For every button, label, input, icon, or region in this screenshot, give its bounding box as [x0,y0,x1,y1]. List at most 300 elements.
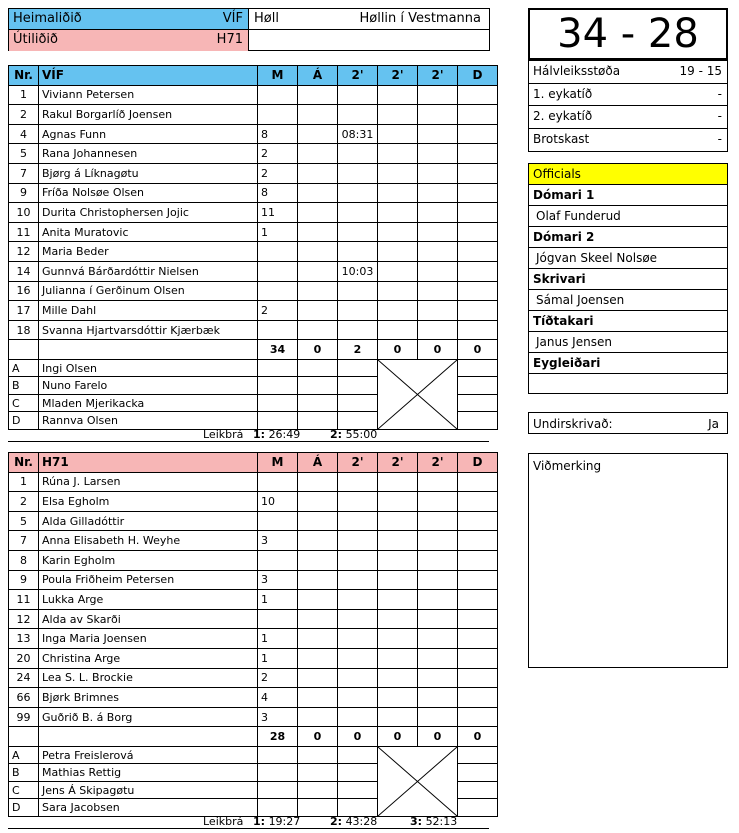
stat-d [458,492,498,512]
stat-t1: 10:03 [338,261,378,281]
stat-m: 8 [258,183,298,203]
stat-t3 [418,629,458,649]
home-team-name: VÍF [222,11,243,26]
player-name: Christina Arge [39,648,258,668]
stat-t1 [338,281,378,301]
player-number: 66 [9,688,39,708]
stat-t3 [418,222,458,242]
timeout-number: 1: [253,428,266,441]
venue-label: Høll [254,11,279,26]
stat-d [458,590,498,610]
totals-row [9,340,498,360]
remarks-box [528,453,728,668]
staff-code: B [9,764,39,782]
stat-a [298,124,338,144]
stat-t3 [418,163,458,183]
stat-d [458,609,498,629]
player-number: 9 [9,570,39,590]
stat-t2 [378,183,418,203]
col-header: 2' [418,66,458,86]
player-number: 99 [9,707,39,727]
stat-a [298,85,338,105]
player-name: Anna Elisabeth H. Weyhe [39,531,258,551]
stat-t2 [378,492,418,512]
player-number: 12 [9,609,39,629]
player-name: Fríða Nolsøe Olsen [39,183,258,203]
total-t3: 0 [418,340,458,360]
staff-2min [338,764,378,782]
stat-t2 [378,203,418,223]
stat-t1 [338,183,378,203]
total-m: 28 [258,727,298,747]
stat-a [298,492,338,512]
home-label: Heimaliðið [13,11,82,26]
stat-a [298,203,338,223]
staff-2min [338,359,378,377]
timeout-number: 1: [253,815,266,828]
period-label: 1. eykatíð [533,86,593,101]
stat-t2 [378,570,418,590]
staff-d [458,746,498,764]
staff-2min [338,746,378,764]
cross-mark-icon [378,360,457,429]
player-number: 11 [9,222,39,242]
stat-d [458,570,498,590]
stat-t2 [378,242,418,262]
staff-a [298,377,338,395]
stat-t1 [338,590,378,610]
player-row [9,144,498,164]
stat-m: 1 [258,629,298,649]
stat-m [258,85,298,105]
timeout-time: 55:00 [345,428,378,441]
player-row [9,648,498,668]
official-name: Sámal Joensen [529,290,727,311]
stat-t1: 08:31 [338,124,378,144]
stat-d [458,550,498,570]
total-t3: 0 [418,727,458,747]
player-row [9,242,498,262]
staff-cross-cell [378,746,458,816]
staff-code: D [9,412,39,430]
period-value: - [717,109,722,123]
player-row [9,707,498,727]
stat-a [298,511,338,531]
player-row [9,85,498,105]
stat-t2 [378,301,418,321]
stat-t3 [418,511,458,531]
timeout-number: 3: [410,815,423,828]
team-name-header: H71 [39,453,258,473]
timeout-item [253,815,300,828]
player-number: 13 [9,629,39,649]
player-name: Karin Egholm [39,550,258,570]
official-name [529,374,727,395]
stat-t3 [418,105,458,125]
stat-d [458,301,498,321]
stat-t3 [418,242,458,262]
staff-d [458,359,498,377]
stat-d [458,629,498,649]
stat-t2 [378,105,418,125]
stat-a [298,550,338,570]
stat-t2 [378,144,418,164]
stat-m: 2 [258,668,298,688]
player-number: 2 [9,105,39,125]
stat-d [458,688,498,708]
stat-m: 1 [258,222,298,242]
stat-t3 [418,668,458,688]
stat-m [258,320,298,340]
player-row [9,261,498,281]
home-team-table [8,65,489,430]
stat-m [258,242,298,262]
timeout-number: 2: [330,815,343,828]
stat-t3 [418,707,458,727]
stat-d [458,261,498,281]
stat-a [298,590,338,610]
player-name: Svanna Hjartvarsdóttir Kjærbæk [39,320,258,340]
stat-t1 [338,492,378,512]
player-name: Lukka Arge [39,590,258,610]
timeout-time: 43:28 [345,815,378,828]
stat-t2 [378,163,418,183]
stat-t3 [418,320,458,340]
stat-a [298,105,338,125]
player-row [9,492,498,512]
stat-t2 [378,320,418,340]
staff-2min [338,799,378,817]
stat-d [458,85,498,105]
player-row [9,570,498,590]
totals-blank [9,727,39,747]
player-number: 7 [9,163,39,183]
player-row [9,629,498,649]
home-team-box [9,9,249,29]
col-header: 2' [378,66,418,86]
player-name: Rakul Borgarlíð Joensen [39,105,258,125]
stat-t1 [338,629,378,649]
player-name: Gunnvá Bárðardóttir Nielsen [39,261,258,281]
total-t2: 0 [378,340,418,360]
stat-m [258,511,298,531]
stat-a [298,301,338,321]
timeout-number: 2: [330,428,343,441]
stat-d [458,242,498,262]
staff-code: D [9,799,39,817]
player-number: 17 [9,301,39,321]
stat-t2 [378,261,418,281]
timeout-item [330,428,377,441]
period-row [529,106,727,129]
team-table [8,452,498,817]
stat-m [258,472,298,492]
timeout-item [330,815,377,828]
player-number: 11 [9,590,39,610]
stat-t3 [418,124,458,144]
staff-2min [338,781,378,799]
staff-m [258,359,298,377]
official-role: Tíðtakari [529,311,727,332]
away-team-name: H71 [216,32,243,47]
venue-box [250,9,489,29]
col-header: M [258,453,298,473]
player-name: Guðrið B. á Borg [39,707,258,727]
player-name: Elsa Egholm [39,492,258,512]
stat-t1 [338,301,378,321]
player-number: 4 [9,124,39,144]
staff-d [458,377,498,395]
player-number: 10 [9,203,39,223]
stat-t1 [338,472,378,492]
col-header-nr: Nr. [9,66,39,86]
stat-a [298,688,338,708]
col-header: D [458,453,498,473]
stat-m: 1 [258,590,298,610]
staff-m [258,781,298,799]
stat-t3 [418,472,458,492]
stat-t2 [378,222,418,242]
official-name: Janus Jensen [529,332,727,353]
stat-t1 [338,163,378,183]
player-row [9,124,498,144]
player-row [9,531,498,551]
stat-d [458,105,498,125]
stat-d [458,124,498,144]
official-role: Dómari 1 [529,185,727,206]
staff-a [298,394,338,412]
player-name: Lea S. L. Brockie [39,668,258,688]
stat-t1 [338,688,378,708]
period-label: Brotskast [533,131,590,146]
player-row [9,320,498,340]
stat-a [298,183,338,203]
staff-a [298,746,338,764]
player-row [9,203,498,223]
player-row [9,222,498,242]
stat-a [298,222,338,242]
stat-t3 [418,531,458,551]
venue-name: Høllin í Vestmanna [359,11,481,26]
timeout-item [410,815,457,828]
stat-t3 [418,550,458,570]
col-header: 2' [418,453,458,473]
player-name: Alda av Skarði [39,609,258,629]
stat-t1 [338,144,378,164]
stat-d [458,531,498,551]
player-name: Inga Maria Joensen [39,629,258,649]
col-header: 2' [338,66,378,86]
period-value: - [717,86,722,101]
staff-code: B [9,377,39,395]
official-name: Jógvan Skeel Nolsøe [529,248,727,269]
stat-m: 3 [258,570,298,590]
total-t1: 2 [338,340,378,360]
player-name: Durita Christophersen Jojic [39,203,258,223]
stat-t2 [378,124,418,144]
staff-name: Ingi Olsen [39,359,258,377]
stat-a [298,320,338,340]
player-row [9,105,498,125]
staff-d [458,764,498,782]
stat-m: 2 [258,301,298,321]
player-name: Poula Friðheim Petersen [39,570,258,590]
staff-name: Rannva Olsen [39,412,258,430]
player-row [9,301,498,321]
player-name: Rúna J. Larsen [39,472,258,492]
staff-code: A [9,746,39,764]
total-d: 0 [458,340,498,360]
player-row [9,511,498,531]
stat-t3 [418,492,458,512]
period-value: - [717,131,722,146]
stat-d [458,511,498,531]
player-row [9,688,498,708]
stat-t3 [418,85,458,105]
player-row [9,668,498,688]
stat-d [458,648,498,668]
stat-t2 [378,590,418,610]
stat-d [458,163,498,183]
stat-t3 [418,590,458,610]
timeout-item [253,428,300,441]
col-header: Á [298,66,338,86]
away-team-row [9,30,489,51]
stat-t1 [338,105,378,125]
period-label: Hálvleiksstøða [533,64,621,78]
stat-d [458,203,498,223]
stat-t2 [378,707,418,727]
stat-t1 [338,570,378,590]
player-row [9,550,498,570]
staff-row [9,746,498,764]
stat-m [258,281,298,301]
player-row [9,183,498,203]
team-table [8,65,498,430]
player-row [9,163,498,183]
stat-t2 [378,629,418,649]
stat-t3 [418,203,458,223]
signature-label: Undirskrivað: [533,417,613,431]
stat-d [458,144,498,164]
player-number: 5 [9,144,39,164]
staff-name: Mladen Mjerikacka [39,394,258,412]
total-t1: 0 [338,727,378,747]
timeout-time: 52:13 [425,815,458,828]
timeout-label: Leikbrá [203,815,244,828]
player-number: 18 [9,320,39,340]
total-m: 34 [258,340,298,360]
stat-a [298,531,338,551]
stat-a [298,281,338,301]
player-number: 14 [9,261,39,281]
staff-code: A [9,359,39,377]
stat-m: 3 [258,707,298,727]
player-number: 9 [9,183,39,203]
period-value: 19 - 15 [679,64,722,78]
stat-a [298,570,338,590]
stat-a [298,609,338,629]
official-role: Eygleiðari [529,353,727,374]
stat-t1 [338,668,378,688]
stat-t1 [338,320,378,340]
player-row [9,281,498,301]
table-header-row [9,66,498,86]
staff-name: Sara Jacobsen [39,799,258,817]
stat-d [458,472,498,492]
staff-cross-cell [378,359,458,429]
match-header [8,8,490,51]
player-number: 24 [9,668,39,688]
staff-2min [338,394,378,412]
official-name: Olaf Funderud [529,206,727,227]
col-header: 2' [338,453,378,473]
staff-m [258,746,298,764]
stat-t2 [378,648,418,668]
player-name: Viviann Petersen [39,85,258,105]
stat-t3 [418,688,458,708]
staff-m [258,412,298,430]
col-header: D [458,66,498,86]
col-header: M [258,66,298,86]
period-info [528,60,728,152]
timeout-time: 26:49 [268,428,301,441]
staff-a [298,412,338,430]
stat-m: 8 [258,124,298,144]
staff-name: Petra Freislerová [39,746,258,764]
stat-d [458,222,498,242]
staff-a [298,359,338,377]
player-name: Maria Beder [39,242,258,262]
stat-t3 [418,183,458,203]
staff-m [258,377,298,395]
stat-t3 [418,301,458,321]
cross-mark-icon [378,747,457,816]
stat-t1 [338,609,378,629]
stat-t2 [378,281,418,301]
total-a: 0 [298,727,338,747]
staff-code: C [9,394,39,412]
staff-d [458,781,498,799]
totals-row [9,727,498,747]
stat-a [298,648,338,668]
away-team-box [9,30,249,51]
stat-m [258,609,298,629]
away-label: Útiliðið [13,32,58,47]
period-label: 2. eykatíð [533,109,593,123]
player-number: 1 [9,472,39,492]
timeout-time: 19:27 [268,815,301,828]
stat-d [458,707,498,727]
player-name: Agnas Funn [39,124,258,144]
home-team-row [9,9,489,30]
away-timeouts [8,815,489,829]
signature-box [528,412,728,434]
stat-t2 [378,668,418,688]
totals-blank [9,340,39,360]
period-row [529,129,727,152]
stat-m [258,261,298,281]
stat-a [298,472,338,492]
player-name: Anita Muratovic [39,222,258,242]
total-t2: 0 [378,727,418,747]
staff-m [258,764,298,782]
stat-t1 [338,550,378,570]
stat-m: 10 [258,492,298,512]
player-number: 2 [9,492,39,512]
player-number: 1 [9,85,39,105]
player-row [9,609,498,629]
